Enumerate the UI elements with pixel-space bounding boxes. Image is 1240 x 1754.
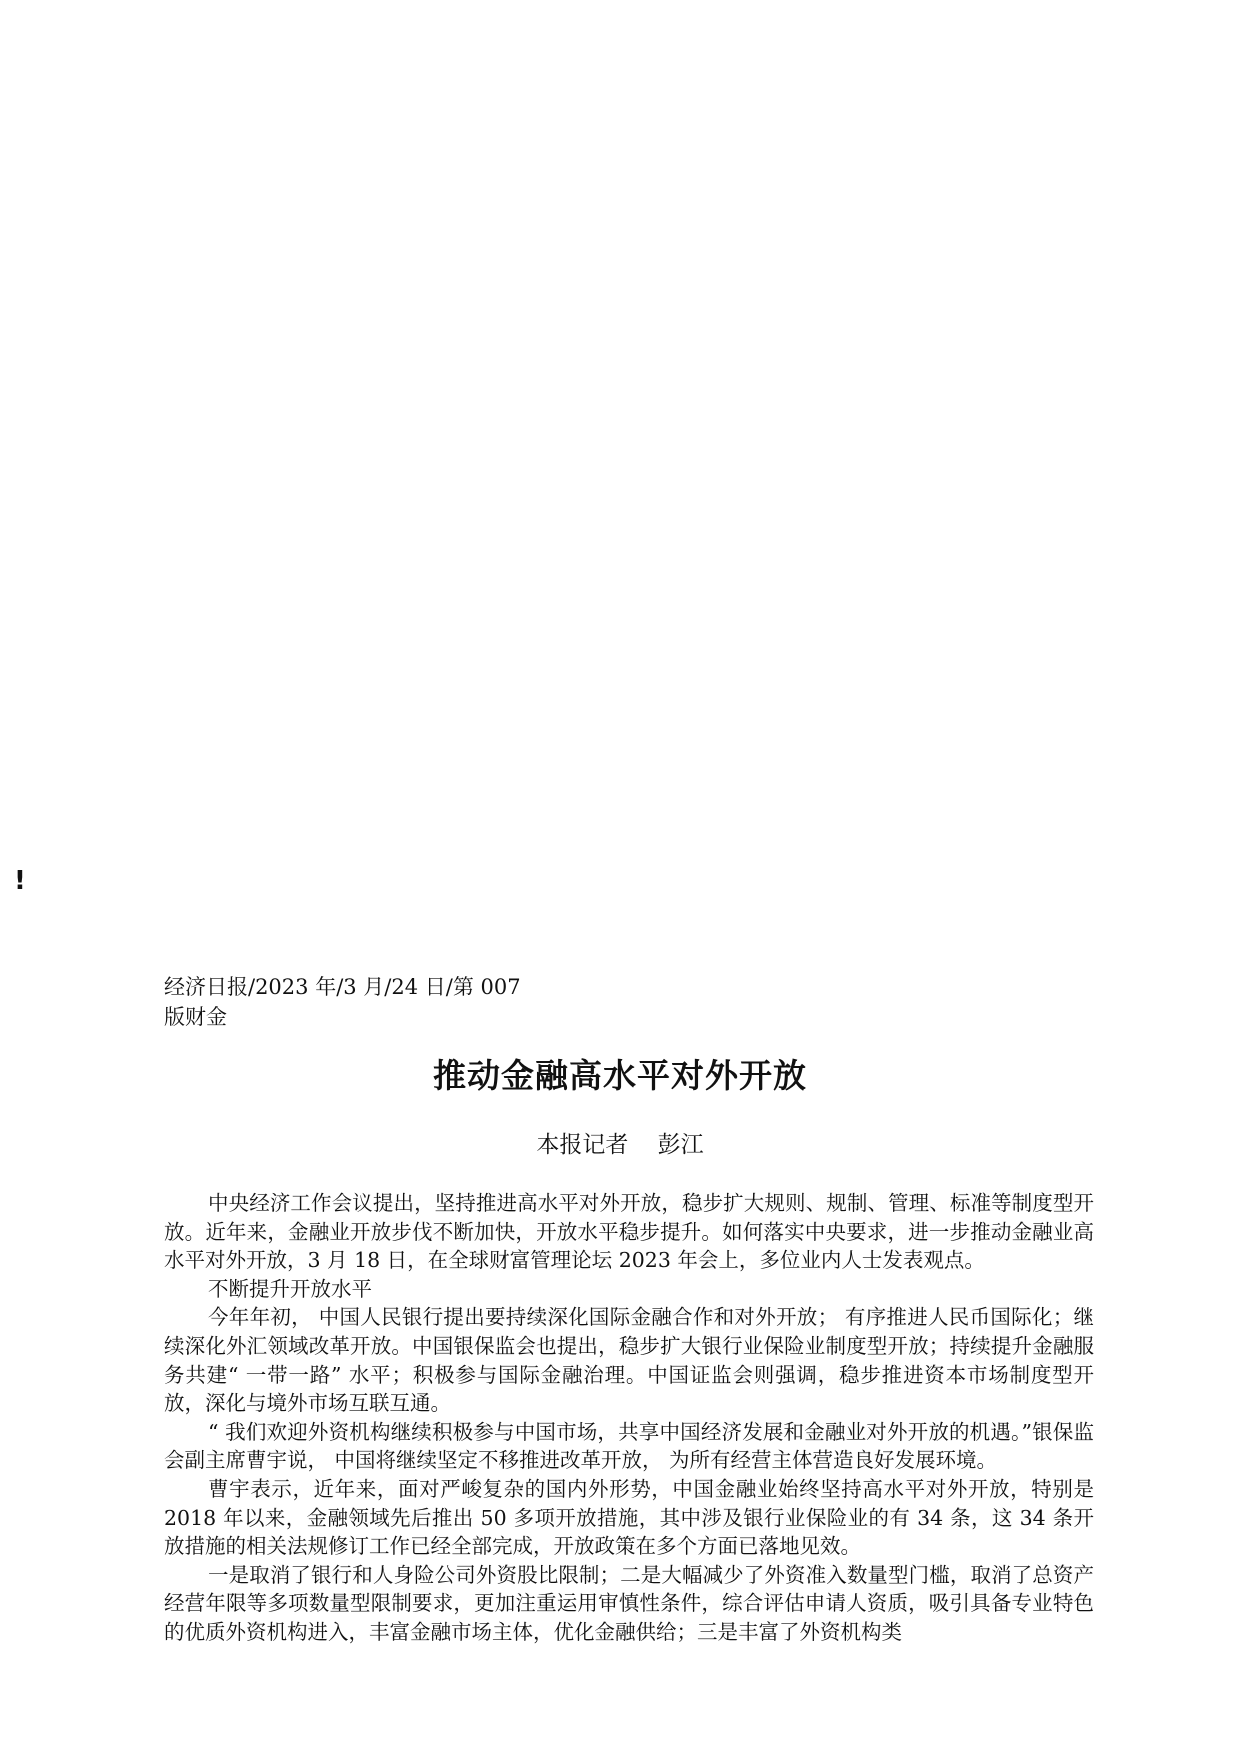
article-title: 推动金融高水平对外开放 xyxy=(433,1056,807,1095)
section-heading: 不断提升开放水平 xyxy=(208,1276,372,1301)
paragraph-policies: 今年年初， 中国人民银行提出要持续深化国际金融合作和对外开放； 有序推进人民币国际化；继续深化外汇领域改革开放。中国银保监会也提出，稳步扩大银行业保险业制度型开放；持续提升金融服务共建“ 一带一路” 水平；积极参与国际金融治理。中国证监会则强调，稳步推进资本市场制度型开放，深化与境外市场互联互通。 xyxy=(164,1305,1094,1416)
paragraph-quote: “ 我们欢迎外资机构继续积极参与中国市场，共享中国经济发展和金融业对外开放的机遇。”银保监会副主席曹宇说， 中国将继续坚定不移推进改革开放， 为所有经营主体营造良好发展环境。 xyxy=(164,1419,1094,1473)
article-body xyxy=(164,1189,1094,1647)
paragraph-details: 一是取消了银行和人身险公司外资股比限制；二是大幅减少了外资准入数量型门槛，取消了总资产经营年限等多项数量型限制要求，更加注重运用审慎性条件，综合评估申请人资质，吸引具备专业特色的优质外资机构进入，丰富金融市场主体，优化金融供给；三是丰富了外资机构类 xyxy=(164,1562,1094,1644)
publication-source: 经济日报/2023 年/3 月/24 日/第 007 版财金 xyxy=(164,975,521,1029)
article-byline: 本报记者 彭江 xyxy=(536,1132,704,1158)
paragraph-measures: 曹宇表示，近年来，面对严峻复杂的国内外形势，中国金融业始终坚持高水平对外开放，特别是 2018 年以来，金融领域先后推出 50 多项开放措施，其中涉及银行业保险业的有 34 条，这 34 条开放措施的相关法规修订工作已经全部完成，开放政策在多个方面已落地见效。 xyxy=(164,1476,1094,1559)
warning-mark: ! xyxy=(14,866,26,896)
paragraph-intro: 中央经济工作会议提出，坚持推进高水平对外开放，稳步扩大规则、规制、管理、标准等制度型开放。近年来，金融业开放步伐不断加快，开放水平稳步提升。如何落实中央要求，进一步推动金融业高水平对外开放，3 月 18 日，在全球财富管理论坛 2023 年会上，多位业内人士发表观点。 xyxy=(164,1191,1094,1273)
